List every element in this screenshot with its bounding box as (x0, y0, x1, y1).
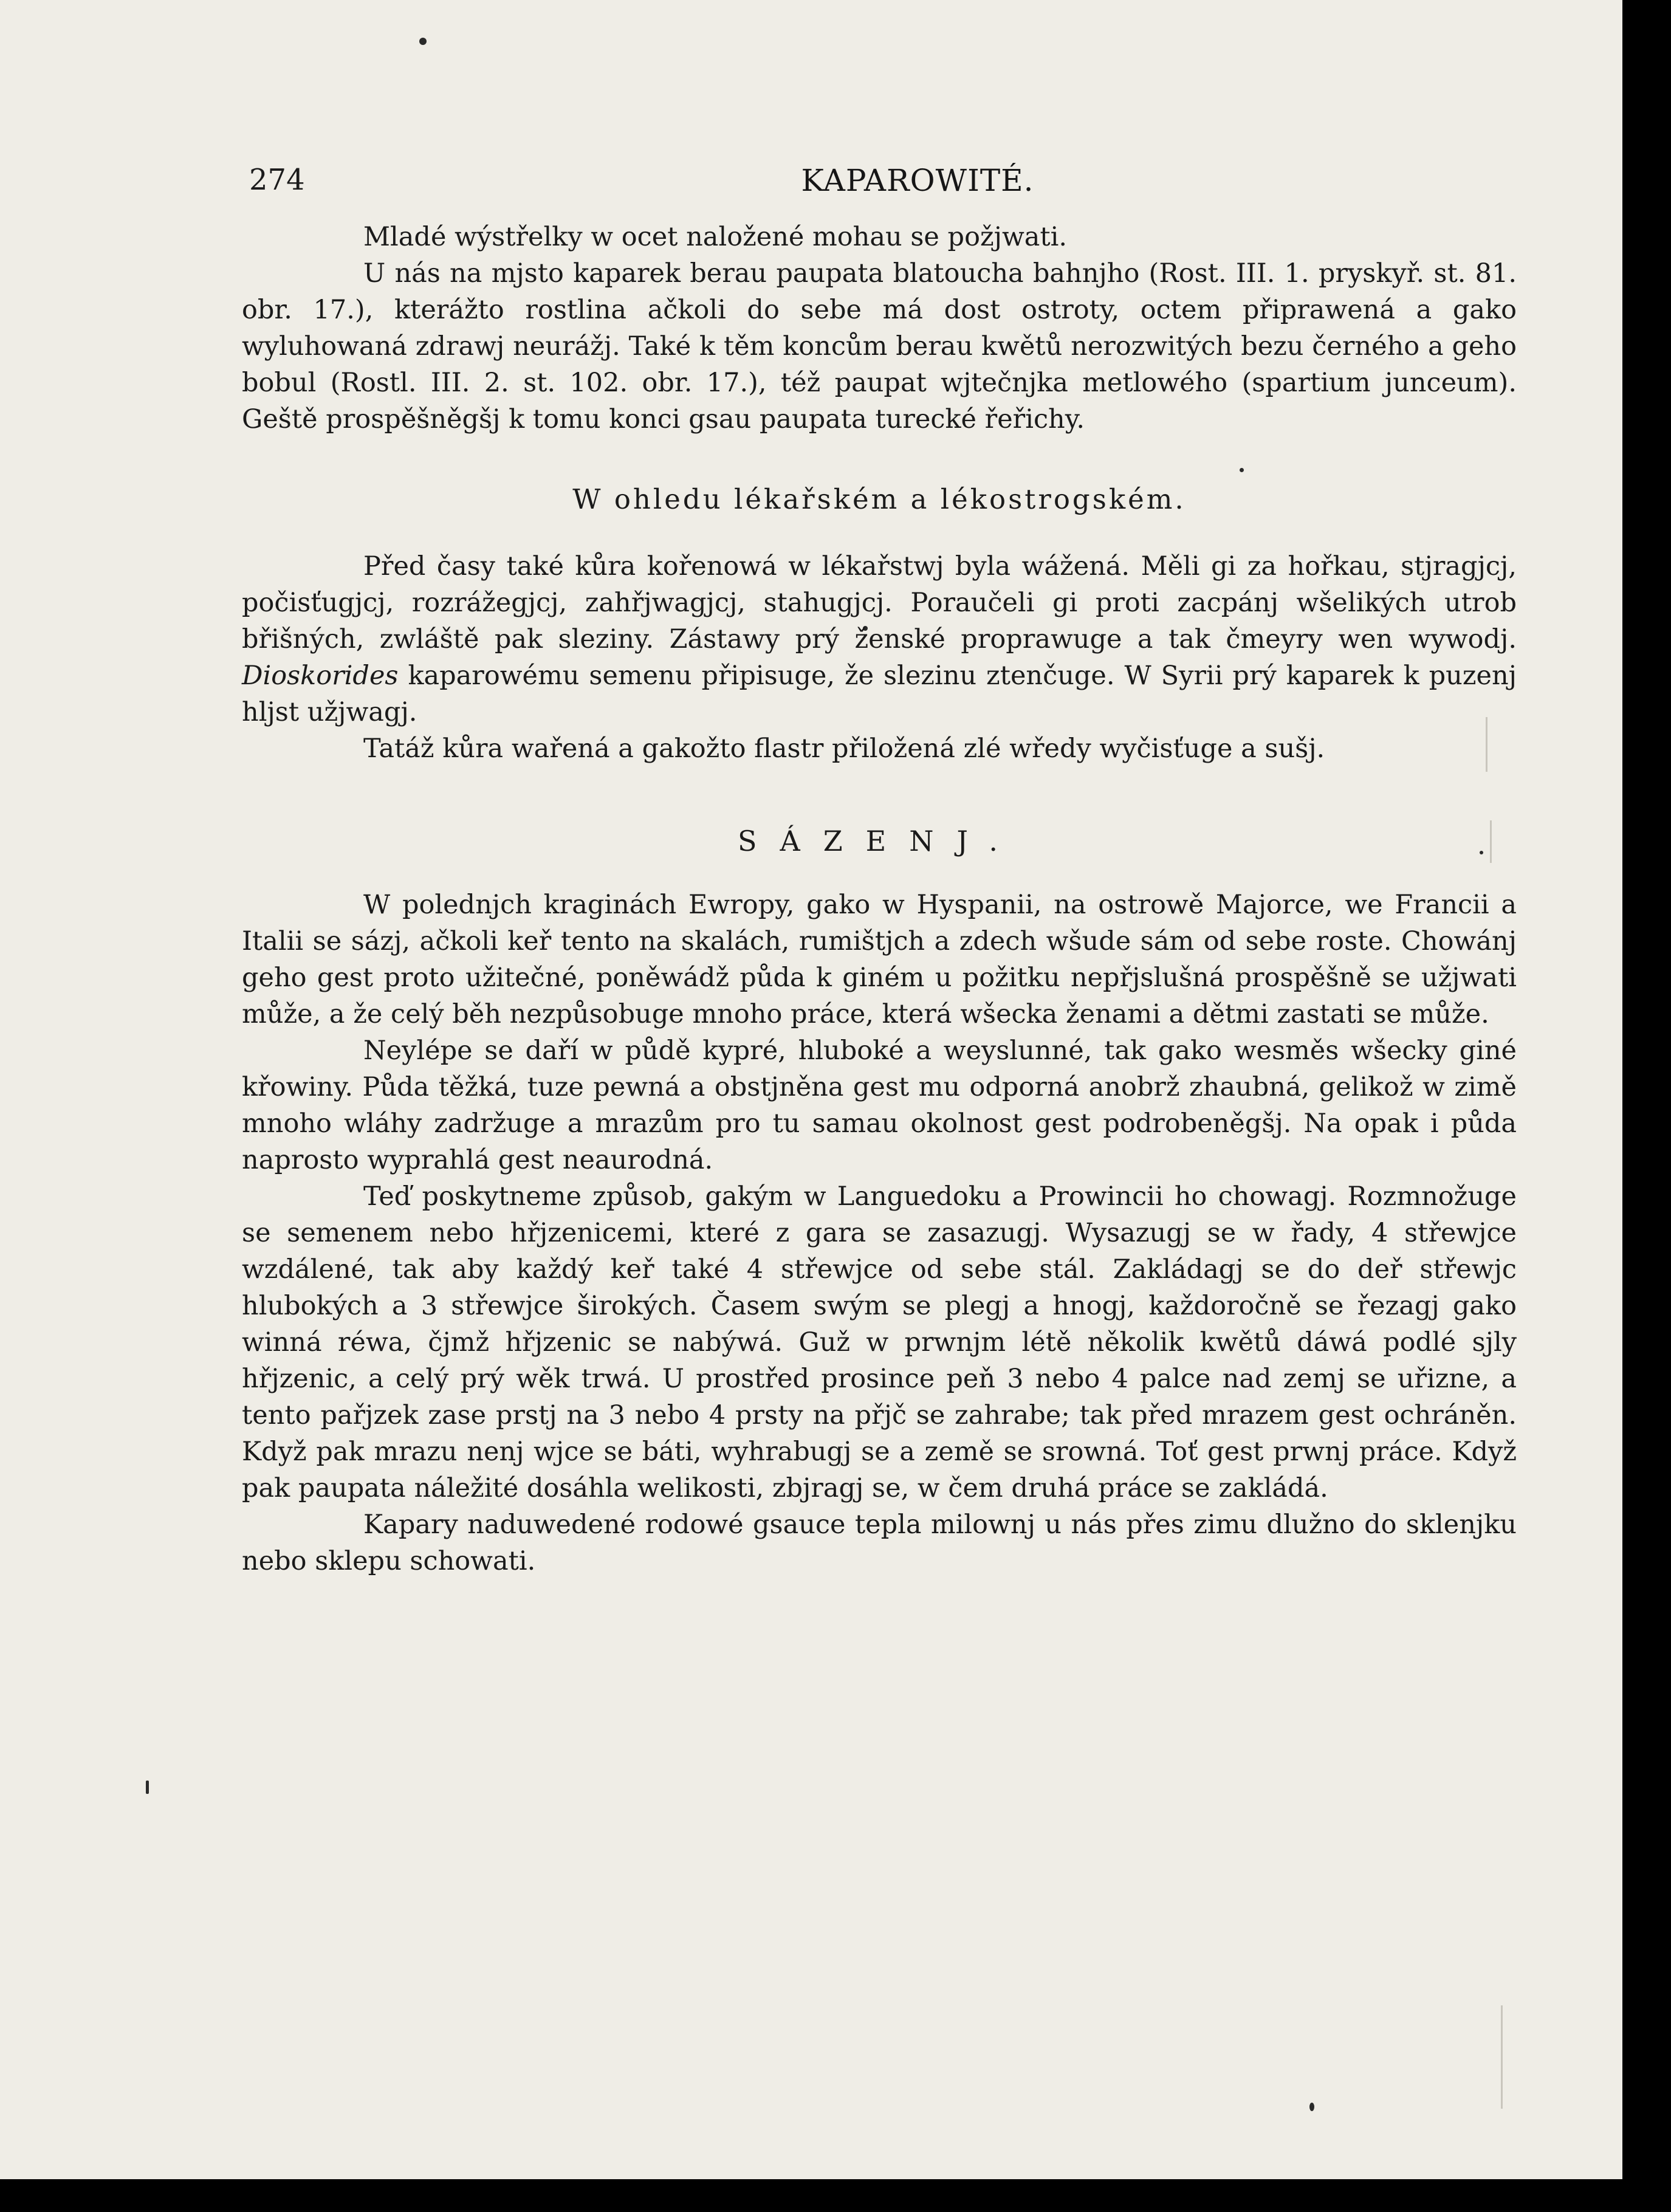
paragraph: Mladé wýstřelky w ocet naložené mohau se požjwati. (363, 222, 1068, 252)
page-number: 274 (249, 163, 305, 197)
scan-speck (419, 38, 427, 45)
paragraph: Teď poskytneme způsob, gakým w Languedoku a Prowincii ho chowagj. Rozmnožuge se semenem nebo hřjzenicemi, které z gara se zasazugj. Wysazugj se w řady, 4 střewjce wzdálené, tak aby každý keř také 4 střewjce od sebe stál. Zakládagj se do deř střewjc hlubokých a 3 střewjce širokých. Časem swým se plegj a hnogj, každoročně se řezagj gako winná réwa, čjmž hřjzenic se nabýwá. Guž w prwnjm létě několik kwětů dáwá podlé sjly hřjzenic, a celý prý wěk trwá. U prostřed prosince peň 3 nebo 4 palce nad zemj se uřizne, a tento pařjzek zase prstj na 3 nebo 4 prsty na přjč se zahrabe; tak před mrazem gest ochráněn. Když pak mrazu nenj wjce se báti, wyhrabugj se a země se srowná. Toť gest prwnj práce. Když pak paupata náležité dosáhla welikosti, zbjragj se, w čem druhá práce se zakládá. (242, 1181, 1517, 1503)
paragraph: U nás na mjsto kaparek berau paupata blatoucha bahnjho (Rost. III. 1. pryskyř. st. 81. obr. 17.), kterážto rostlina ačkoli do sebe má dost ostroty, octem připrawená a gako wyluhowaná zdrawj neurážj. Také k těm koncům berau kwětů nerozwitých bezu černého a geho bobul (Rostl. III. 2. st. 102. obr. 17.), též paupat wjtečnjka metlowého (spartium junceum). Geště prospěšněgšj k tomu konci gsau paupata turecké řeřichy. (242, 258, 1517, 434)
running-title: KAPAROWITÉ. (801, 163, 1034, 198)
paragraph: Kapary naduwedené rodowé gsauce tepla milownj u nás přes zimu dlužno do sklenjku nebo sklepu schowati. (242, 1510, 1517, 1576)
section-heading-medical: W ohledu lékařském a lékostrogském. (572, 483, 1186, 515)
page-header (249, 163, 1489, 205)
paragraph (242, 730, 1517, 767)
section-heading-planting: SÁZENJ. (737, 825, 1021, 857)
paragraph-text: kaparowému semenu připisuge, že slezinu ztenčuge. W Syrii prý kaparek k puzenj hljst užjwagj. (242, 661, 1517, 727)
page-crease (1501, 2005, 1503, 2109)
paragraph (242, 548, 1517, 730)
author-name: Dioskorides (242, 661, 399, 691)
paragraph-text: Před časy také kůra kořenowá w lékařstwj byla wážená. Měli gi za hořkau, stjragjcj, počisťugjcj, rozrážegjcj, zahřjwagjcj, stahugjcj. Poraučeli gi proti zacpánj wšelikých utrob břišných, zwláště pak sleziny. Zástawy prý ženské proprawuge a tak čmeyry wen wywodj. (242, 551, 1517, 654)
scan-speck (1309, 2103, 1314, 2111)
scan-speck (146, 1781, 149, 1794)
paragraph: W polednjch kraginách Ewropy, gako w Hyspanii, na ostrowě Majorce, we Francii a Italii se sázj, ačkoli keř tento na skalách, rumištjch a zdech wšude sám od sebe roste. Chowánj geho gest proto užitečné, poněwádž půda k giném u požitku nepřjslušná prospěšně se užjwati může, a že celý běh nezpůsobuge mnoho práce, která wšecka ženami a dětmi zastati se může. (242, 890, 1517, 1029)
paragraph-text: Tatáž kůra wařená a gakožto flastr přiložená zlé wředy wyčisťuge a sušj. (363, 733, 1325, 764)
body-text (242, 219, 1517, 1579)
paragraph: Neylépe se daří w půdě kypré, hluboké a weyslunné, tak gako wesměs wšecky giné křowiny. Půda těžká, tuze pewná a obstjněna gest mu odporná anobrž zhaubná, gelikož w zimě mnoho wláhy zadržuge a mrazům pro tu samau okolnost gest podrobeněgšj. Na opak i půda naprosto wyprahlá gest neaurodná. (242, 1036, 1517, 1175)
